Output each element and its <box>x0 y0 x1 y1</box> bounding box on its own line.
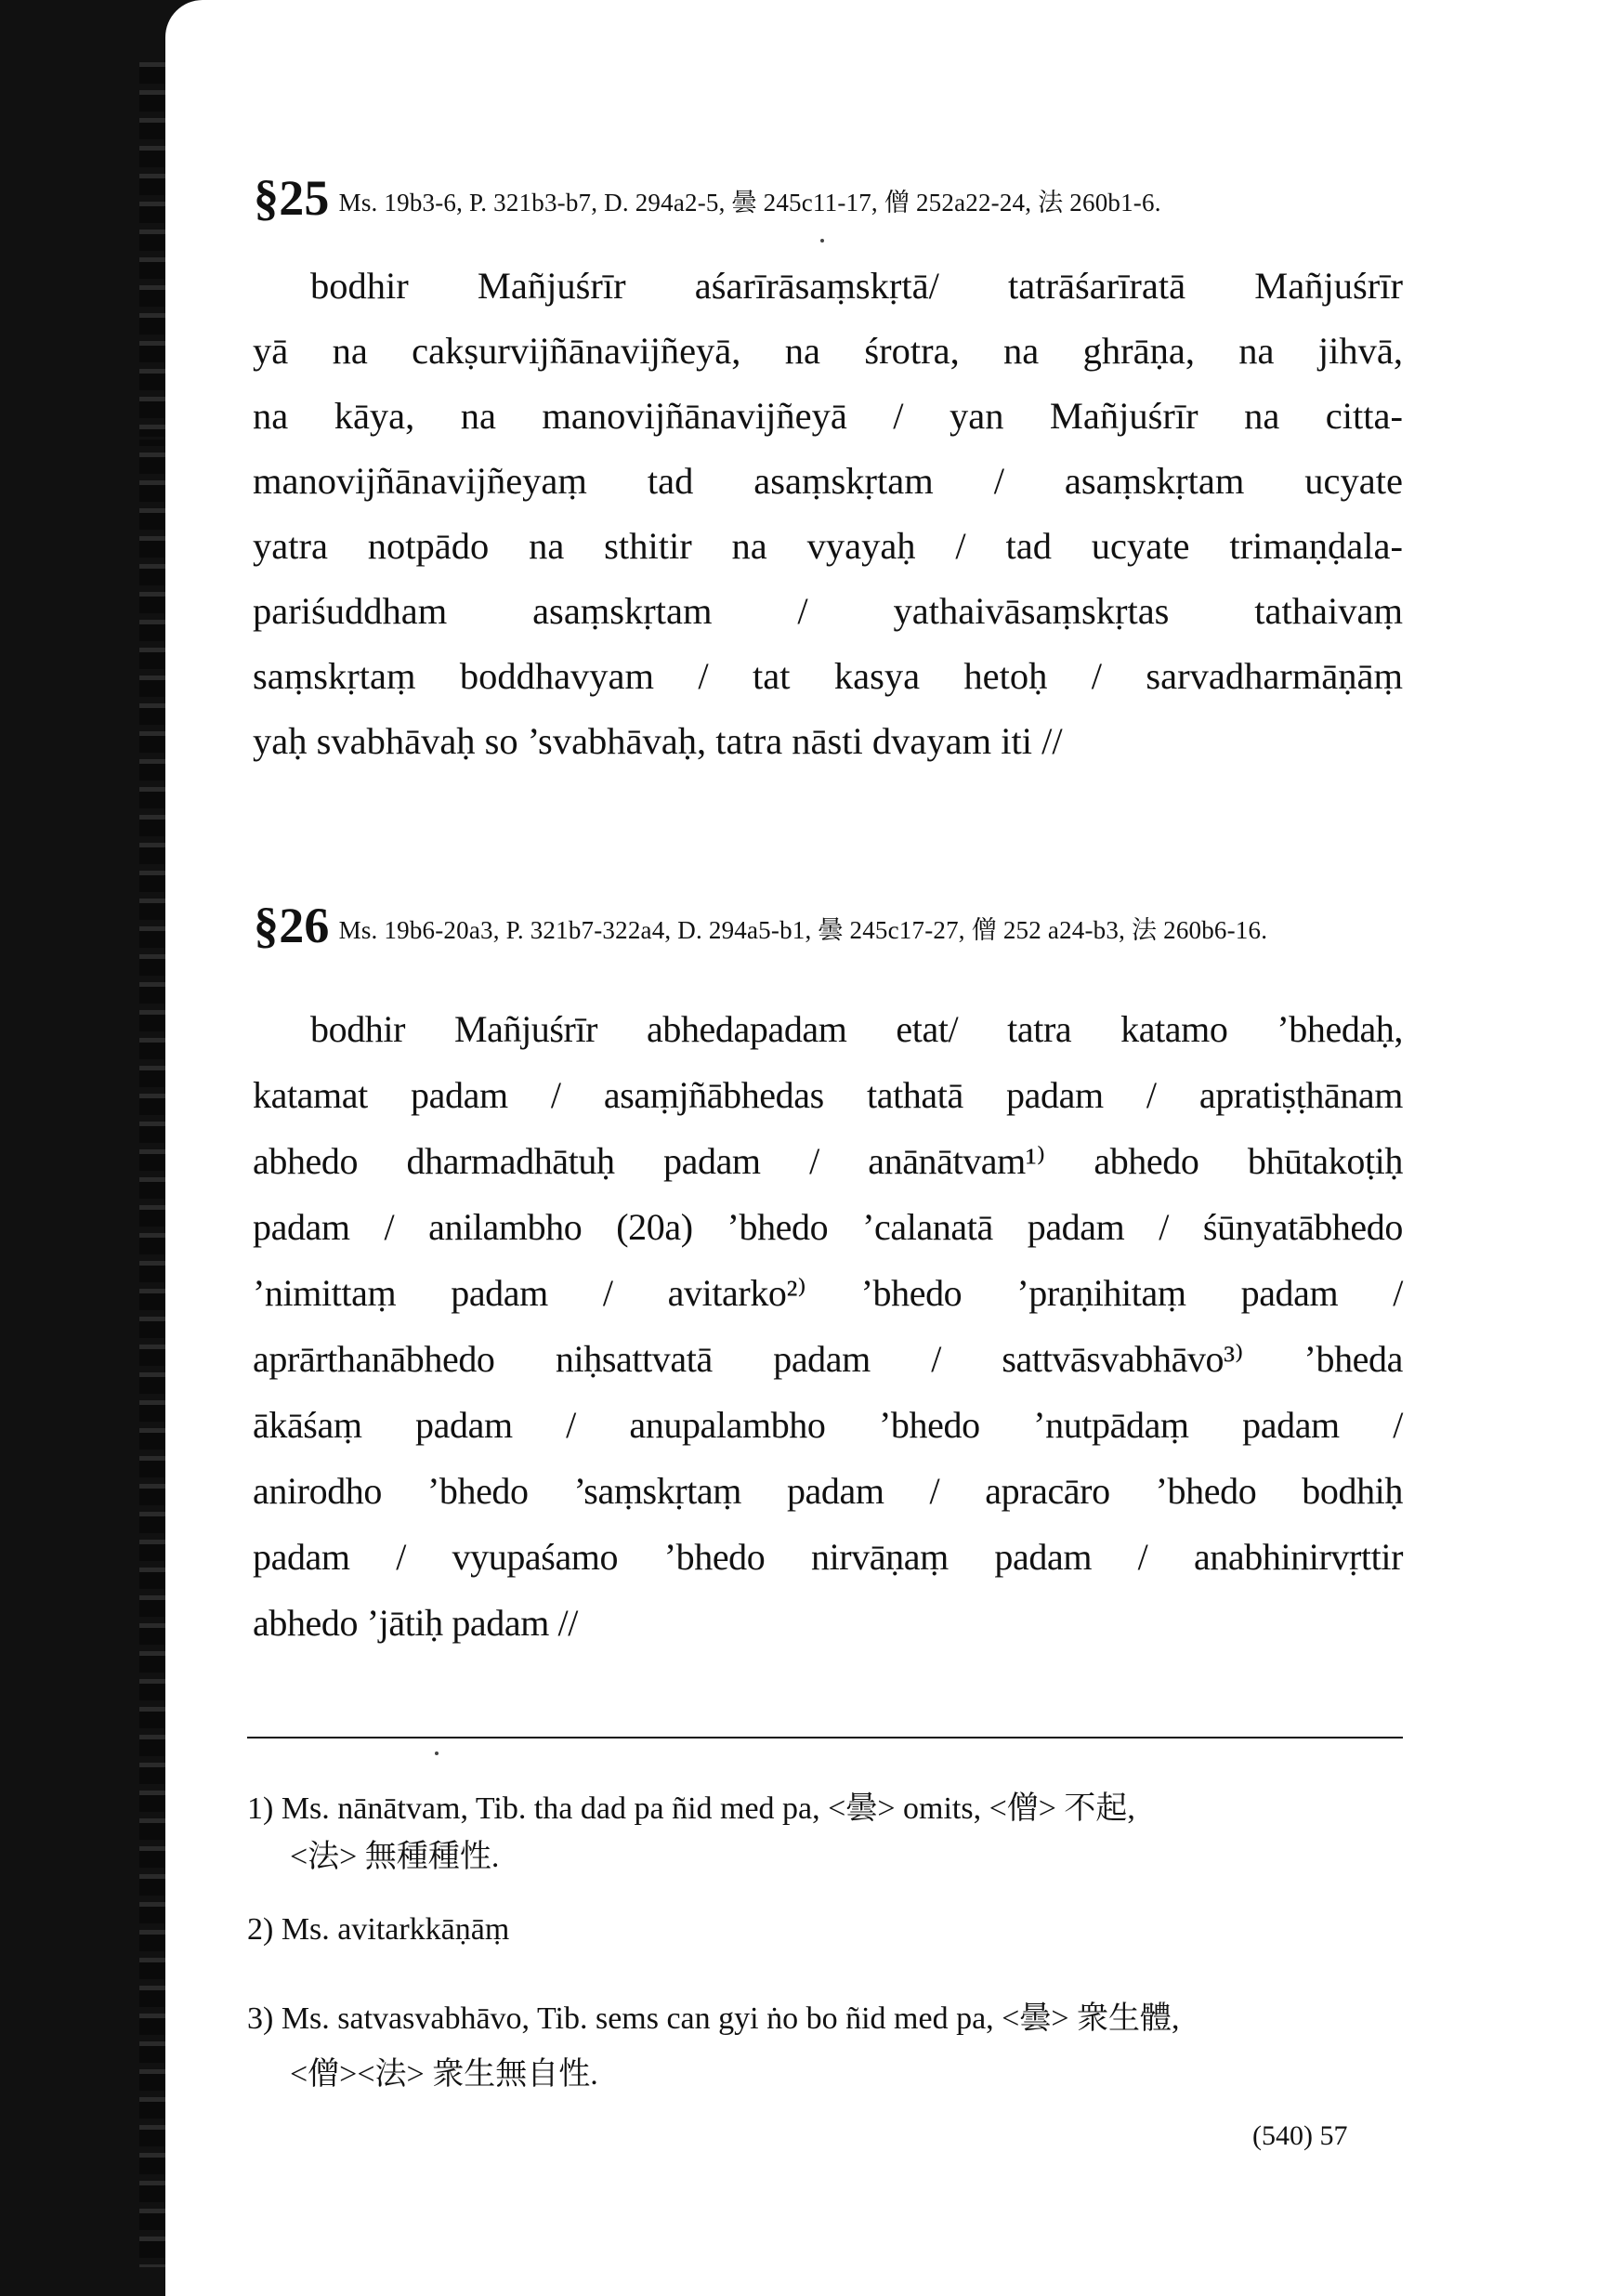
text-line: manovijñānavijñeyaṃ tad asaṃskṛtam / asaṃskṛtam ucyate <box>253 460 1403 502</box>
section-number: §26 <box>254 898 330 953</box>
text-line: ākāśaṃ padam / anupalambho ’bhedo ’nutpādaṃ padam / <box>253 1404 1403 1446</box>
scan-artifact <box>102 948 167 951</box>
text-line: anirodho ’bhedo ’saṃskṛtaṃ padam / apracāro ’bhedo bodhiḥ <box>253 1470 1403 1512</box>
section-references: Ms. 19b6-20a3, P. 321b7-322a4, D. 294a5-b1, 曇 245c17-27, 僧 252 a24-b3, 法 260b6-16. <box>338 916 1268 944</box>
text-line: padam / anilambho (20a) ’bhedo ’calanatā padam / śūnyatābhedo <box>253 1206 1403 1248</box>
speck <box>435 1752 439 1755</box>
text-line: abhedo ’jātiḥ padam // <box>253 1602 578 1644</box>
footnote-3: 3) Ms. satvasvabhāvo, Tib. sems can gyi ṅo bo ñid med pa, <曇> 衆生體, <box>247 2001 1180 2036</box>
scan-artifact <box>111 437 167 440</box>
speck <box>820 239 824 243</box>
text-line: yatra notpādo na sthitir na vyayaḥ / tad ucyate trimaṇḍala- <box>253 525 1403 567</box>
section-references: Ms. 19b3-6, P. 321b3-b7, D. 294a2-5, 曇 245c11-17, 僧 252a22-24, 法 260b1-6. <box>338 189 1161 216</box>
text-line: ’nimittaṃ padam / avitarko²⁾ ’bhedo ’praṇihitaṃ padam / <box>253 1272 1403 1314</box>
footnote-rule <box>247 1737 1403 1738</box>
section-26-heading <box>254 897 1267 954</box>
footnote-3-continued: <僧><法> 衆生無自性. <box>290 2057 598 2092</box>
section-25-heading <box>254 169 1161 227</box>
text-line: yā na cakṣurvijñānavijñeyā, na śrotra, na ghrāṇa, na jihvā, <box>253 330 1403 372</box>
footnote-2: 2) Ms. avitarkkāṇāṃ <box>247 1912 510 1947</box>
footnote-1-continued: <法> 無種種性. <box>290 1840 500 1874</box>
footnote-1: 1) Ms. nānātvam, Tib. tha dad pa ñid med pa, <曇> omits, <僧> 不起, <box>247 1791 1135 1826</box>
text-line: bodhir Mañjuśrīr aśarīrāsaṃskṛtā/ tatrāśarīratā Mañjuśrīr <box>310 265 1403 307</box>
text-line: abhedo dharmadhātuḥ padam / anānātvam¹⁾ abhedo bhūtakoṭiḥ <box>253 1140 1403 1182</box>
text-line: padam / vyupaśamo ’bhedo nirvāṇaṃ padam / anabhinirvṛttir <box>253 1536 1403 1578</box>
section-number: §25 <box>254 170 330 226</box>
scan-artifact <box>107 1533 167 1536</box>
text-line: pariśuddham asaṃskṛtam / yathaivāsaṃskṛtas tathaivaṃ <box>253 590 1403 632</box>
page-number: (540) 57 <box>1252 2120 1348 2151</box>
text-line: yaḥ svabhāvaḥ so ’svabhāvaḥ, tatra nāsti dvayam iti // <box>253 720 1063 762</box>
text-line: saṃskṛtaṃ boddhavyam / tat kasya hetoḥ / sarvadharmāṇāṃ <box>253 655 1403 697</box>
text-line: bodhir Mañjuśrīr abhedapadam etat/ tatra katamo ’bhedaḥ, <box>310 1008 1403 1050</box>
text-line: na kāya, na manovijñānavijñeyā / yan Mañjuśrīr na citta- <box>253 395 1403 437</box>
text-line: aprārthanābhedo niḥsattvatā padam / sattvāsvabhāvo³⁾ ’bheda <box>253 1338 1403 1380</box>
text-line: katamat padam / asaṃjñābhedas tathatā padam / apratiṣṭhānam <box>253 1074 1403 1116</box>
